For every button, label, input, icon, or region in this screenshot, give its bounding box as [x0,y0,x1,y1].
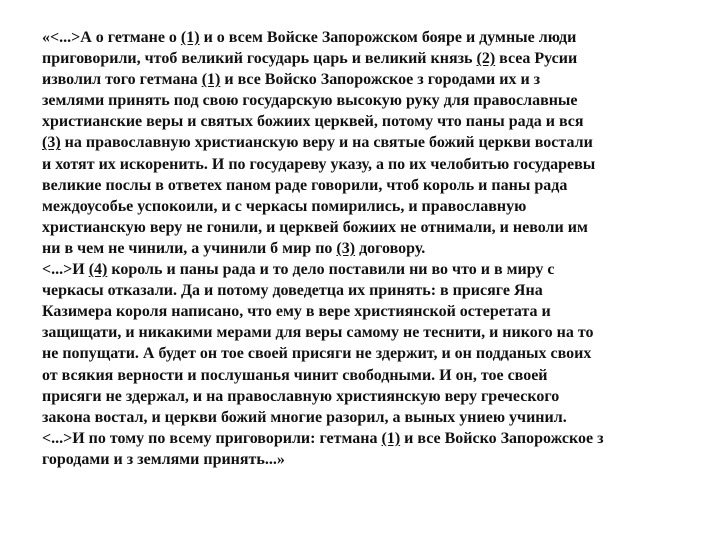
text-segment: и все Войско Запорожское з городами их и з [220,71,541,89]
text-line [42,217,692,238]
text-line [42,111,692,132]
text-segment: закона востал, и церкви божий многие разорил, а выных униею учинил. [42,408,567,426]
text-segment: и все Войско Запорожское з [400,429,604,447]
text-segment: <...>И по тому по всему приговорили: гетмана [42,429,382,447]
text-line [42,238,692,259]
quotation-text [42,27,692,470]
text-segment: христианские веры и святых божиих церквей, потому что паны рада и вся [42,113,584,131]
text-segment: великие послы в ответех паном раде говорили, чтоб король и паны рада [42,176,568,194]
text-line [42,322,692,343]
text-segment: приговорили, чтоб великий государь царь и великий князь [42,50,477,68]
text-line [42,175,692,196]
text-line [42,132,692,153]
text-segment: и о всем Войске Запорожском бояре и думные люди [199,29,577,46]
text-line [42,27,692,48]
text-segment: землями принять под свою государскую высокую руку для православные [42,92,578,110]
text-segment: Казимера короля написано, что ему в вере християнской остеретата и [42,303,551,321]
text-segment: на православную христианскую веру и на святые божий церкви востали [60,134,593,152]
text-segment: защищати, и никакими мерами для веры самому не теснити, и никого на то [42,324,594,342]
text-segment: всеа Русии [495,50,578,68]
text-line [42,343,692,364]
text-segment: не попущати. А будет он тое своей присяги не здержит, и он подданых своих [42,345,592,363]
text-line [42,69,692,90]
text-segment: договору. [355,239,426,257]
text-segment: христианскую веру не гонили, и церквей божиих не отнимали, и неволи им [42,218,588,236]
text-segment: ни в чем не чинили, а учинили б мир по [42,239,337,257]
text-line [42,90,692,111]
text-segment: изволил того гетмана [42,71,202,89]
text-line [42,196,692,217]
text-line [42,301,692,322]
text-segment: междоусобье успокоили, и с черкасы помирились, и православную [42,197,527,215]
text-segment: присяги не здержал, и на православную християнскую веру греческого [42,387,560,405]
text-line [42,365,692,386]
text-line [42,407,692,428]
blank-placeholder: (1) [201,71,221,89]
text-segment: и хотят их искоренить. И по государеву указу, а по их челобитью государевы [42,155,596,173]
blank-placeholder: (3) [42,134,61,152]
text-line [42,280,692,301]
text-line [42,386,692,407]
text-segment: <...>И [42,261,89,279]
text-segment: «<...>А о гетмане о [42,29,181,46]
text-line [42,48,692,69]
blank-placeholder: (2) [476,50,496,68]
blank-placeholder: (4) [88,261,108,279]
text-segment: король и паны рада и то дело поставили ни во что и в миру с [107,261,555,279]
text-line [42,154,692,175]
text-line [42,449,692,470]
text-line [42,259,692,280]
text-segment: от всякия верности и послушанья чинит свободными. И он, тое своей [42,366,548,384]
text-segment: черкасы отказали. Да и потому доведетца их принять: в присяге Яна [42,282,543,300]
blank-placeholder: (1) [180,29,200,46]
text-segment: городами и з землями принять...» [42,450,285,468]
text-line [42,428,692,449]
blank-placeholder: (1) [381,429,401,447]
blank-placeholder: (3) [336,239,356,257]
